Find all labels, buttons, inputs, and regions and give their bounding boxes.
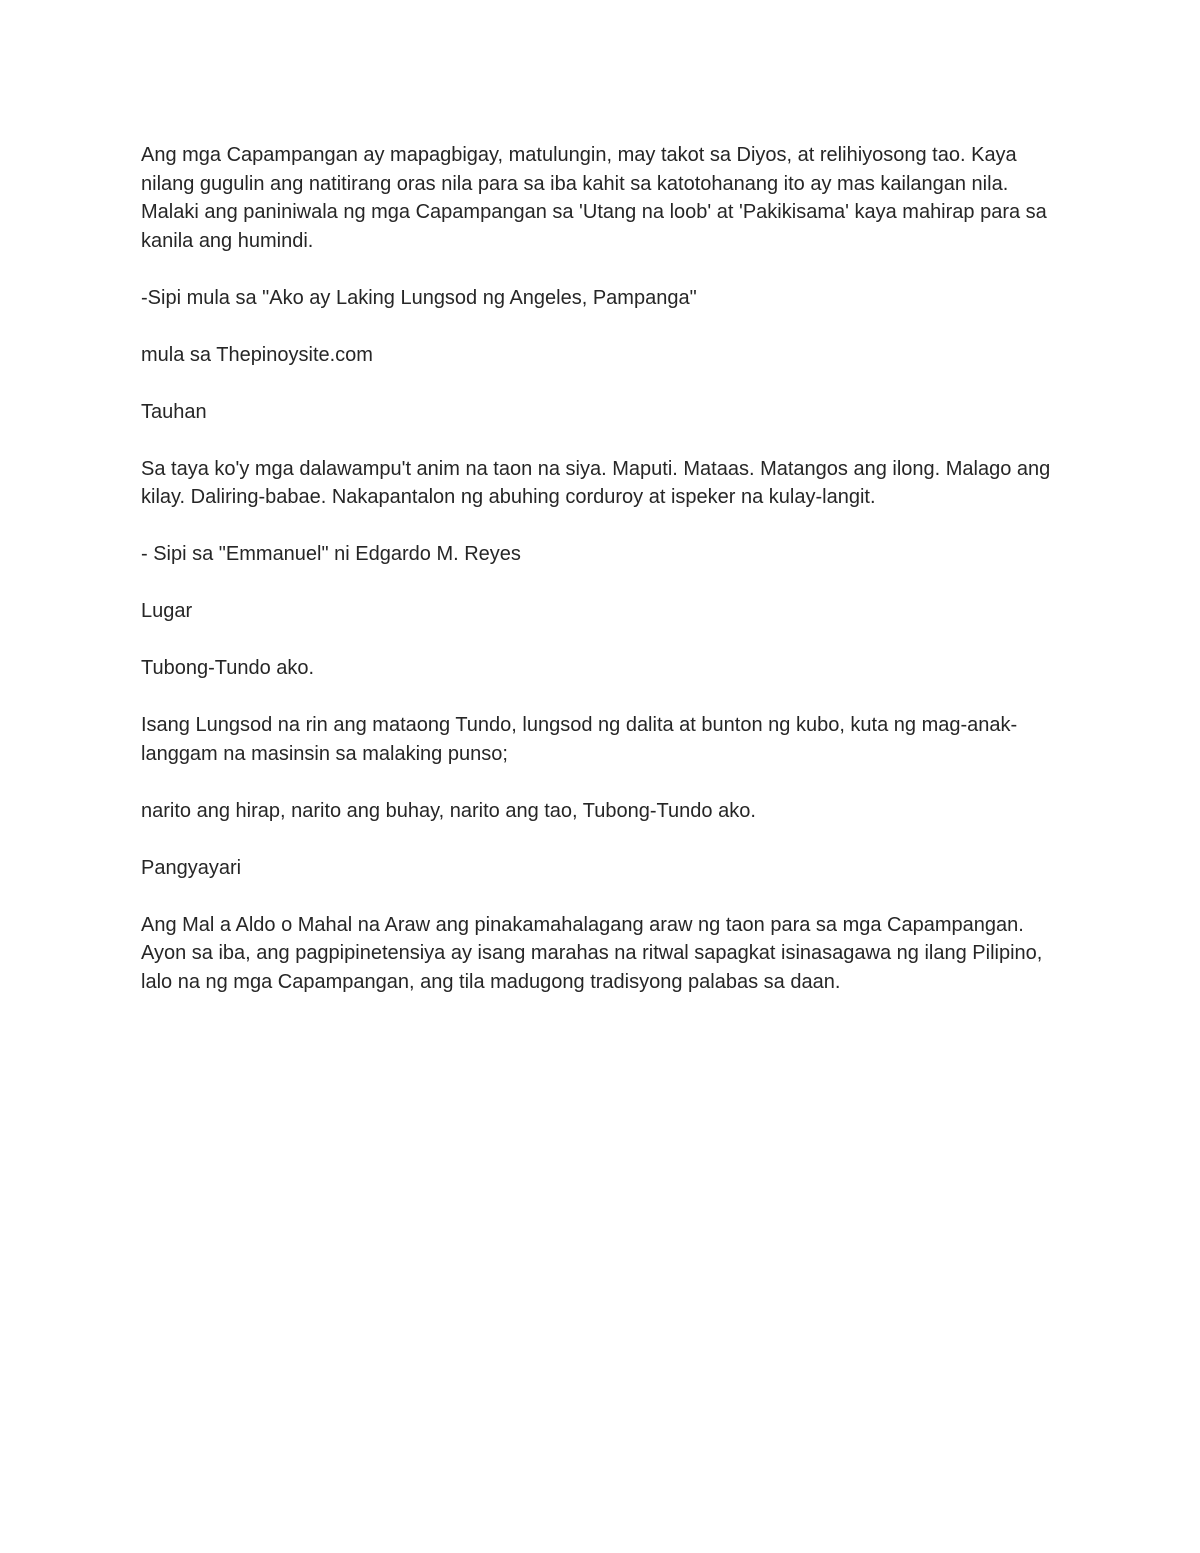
section-heading-lugar: Lugar	[141, 600, 193, 622]
section-heading-pangyayari: Pangyayari	[141, 856, 242, 879]
document-body	[141, 141, 1066, 1025]
paragraph-capampangan-traits: Ang mga Capampangan ay mapagbigay, matulungin, may takot sa Diyos, at relihiyosong tao. Kaya nilang gugulin ang natitirang oras nila para sa iba kahit sa katotohanang ito ay mas kailangan nila. Malaki ang paniniwala ng mga Capampangan sa 'Utang na loob' at 'Pakikisama' kaya mahirap para sa kanila ang humindi.	[141, 144, 1047, 252]
paragraph-tauhan: Sa taya ko'y mga dalawampu't anim na taon na siya. Maputi. Mataas. Matangos ang ilong. Malago ang kilay. Daliring-babae. Nakapantalon ng abuhing corduroy at ispeker na kulay-langit.	[141, 457, 1051, 508]
citation-angeles: -Sipi mula sa "Ako ay Laking Lungsod ng Angeles, Pampanga"	[141, 286, 697, 309]
paragraph-mahal-na-araw: Ang Mal a Aldo o Mahal na Araw ang pinakamahalagang araw ng taon para sa mga Capampangan. Ayon sa iba, ang pagpipinetensiya ay isang marahas na ritwal sapagkat isinasagawa ng ilang Pilipino, lalo na ng mga Capampangan, ang tila madugong tradisyong palabas sa daan.	[141, 913, 1043, 993]
paragraph-tundo-description: Isang Lungsod na rin ang mataong Tundo, lungsod ng dalita at bunton ng kubo, kuta ng mag-anak-langgam na masinsin sa malaking punso;	[141, 714, 1018, 765]
paragraph-tubong-tundo: Tubong-Tundo ako.	[141, 657, 315, 679]
source-line: mula sa Thepinoysite.com	[141, 343, 373, 366]
citation-emmanuel: - Sipi sa "Emmanuel" ni Edgardo M. Reyes	[141, 543, 521, 565]
paragraph-narito: narito ang hirap, narito ang buhay, narito ang tao, Tubong-Tundo ako.	[141, 799, 756, 822]
section-heading-tauhan: Tauhan	[141, 400, 207, 423]
